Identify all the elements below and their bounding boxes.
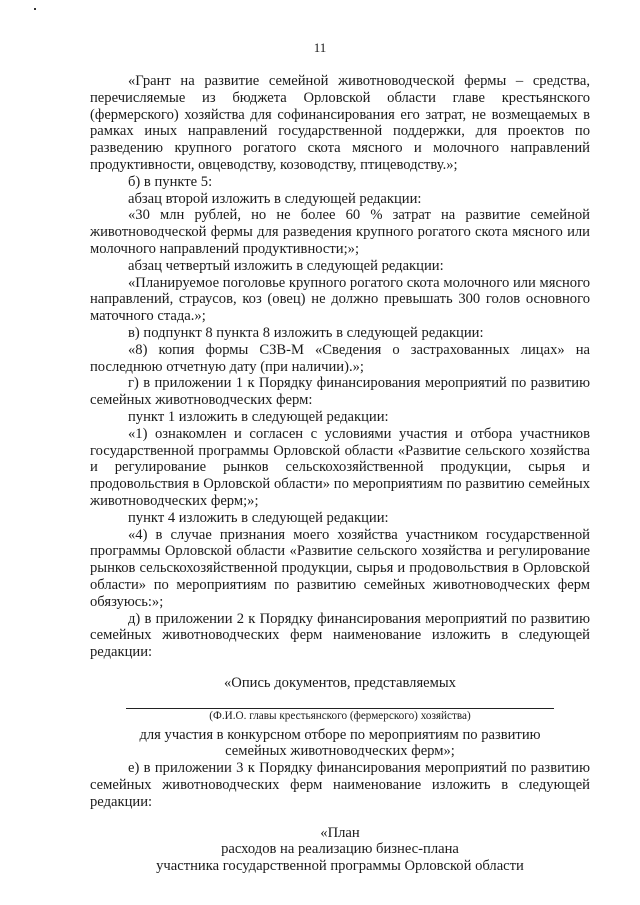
fio-blank-line <box>126 708 554 709</box>
paragraph-agreement: «1) ознакомлен и согласен с условиями участия и отбора участников государственной программы Орловской области «Развитие сельского хозяйства и регулирование рынков сельскохозяйственной продукции, сырья и продовольствия в Орловской области» по мероприятиям по развитию семейных животноводческих ферм;»; <box>90 425 590 509</box>
paragraph-item-d: д) в приложении 2 к Порядку финансирования мероприятий по развитию семейных животноводческих ферм наименование изложить в следующей редакции: <box>90 610 590 661</box>
opis-title: «Опись документов, представляемых <box>224 674 456 691</box>
paragraph-30mln: «30 млн рублей, но не более 60 % затрат на развитие семейной животноводческой фермы для разведения крупного рогатого скота мясного или молочного направлений продуктивности;»; <box>90 207 590 257</box>
opis-line-3: семейных животноводческих ферм»; <box>225 743 455 760</box>
paragraph-szv-m: «8) копия формы СЗВ-М «Сведения о застрахованных лицах» на последнюю отчетную дату (при наличии).»; <box>90 341 590 375</box>
plan-line-3: участника государственной программы Орловской области <box>156 858 524 875</box>
scan-speck <box>34 8 36 10</box>
paragraph-abzac-4: абзац четвертый изложить в следующей редакции: <box>128 257 444 274</box>
plan-line-2: расходов на реализацию бизнес-плана <box>221 841 459 858</box>
paragraph-item-g: г) в приложении 1 к Порядку финансирования мероприятий по развитию семейных животноводческих ферм: <box>90 375 590 409</box>
paragraph-punkt-4: пункт 4 изложить в следующей редакции: <box>128 509 389 526</box>
paragraph-item-v: в) подпункт 8 пункта 8 изложить в следующей редакции: <box>128 324 484 341</box>
paragraph-obligation: «4) в случае признания моего хозяйства участником государственной программы Орловской области «Развитие сельского хозяйства и регулирование рынков сельскохозяйственной продукции, сырья и продовольствия в Орловской области» по мероприятиям по развитию семейных животноводческих ферм обязуюсь:»; <box>90 526 590 610</box>
paragraph-abzac-2: абзац второй изложить в следующей редакции: <box>128 190 422 207</box>
paragraph-item-e: е) в приложении 3 к Порядку финансирования мероприятий по развитию семейных животноводческих ферм наименование изложить в следующей редакции: <box>90 760 590 810</box>
fio-caption: (Ф.И.О. главы крестьянского (фермерского) хозяйства) <box>209 709 471 722</box>
paragraph-item-b: б) в пункте 5: <box>128 173 213 190</box>
opis-line-2: для участия в конкурсном отборе по мероприятиям по развитию <box>139 726 541 743</box>
paragraph-punkt-1: пункт 1 изложить в следующей редакции: <box>128 408 389 425</box>
paragraph-grant-definition: «Грант на развитие семейной животноводческой фермы – средства, перечисляемые из бюджета Орловской области главе крестьянского (фермерского) хозяйства для софинансирования его затрат, не возмещаемых в рамках иных направлений государственной поддержки, для проектов по разведению крупного рогатого скота мясного и молочного направлений продуктивности, овцеводству, козоводству, птицеводству.»; <box>90 73 590 173</box>
plan-title: «План <box>320 824 360 841</box>
paragraph-livestock-limit: «Планируемое поголовье крупного рогатого скота молочного или мясного направлений, страусов, коз (овец) не должно превышать 300 голов основного маточного стада.»; <box>90 274 590 325</box>
page-number: 11 <box>313 40 327 55</box>
document-body <box>90 73 590 875</box>
